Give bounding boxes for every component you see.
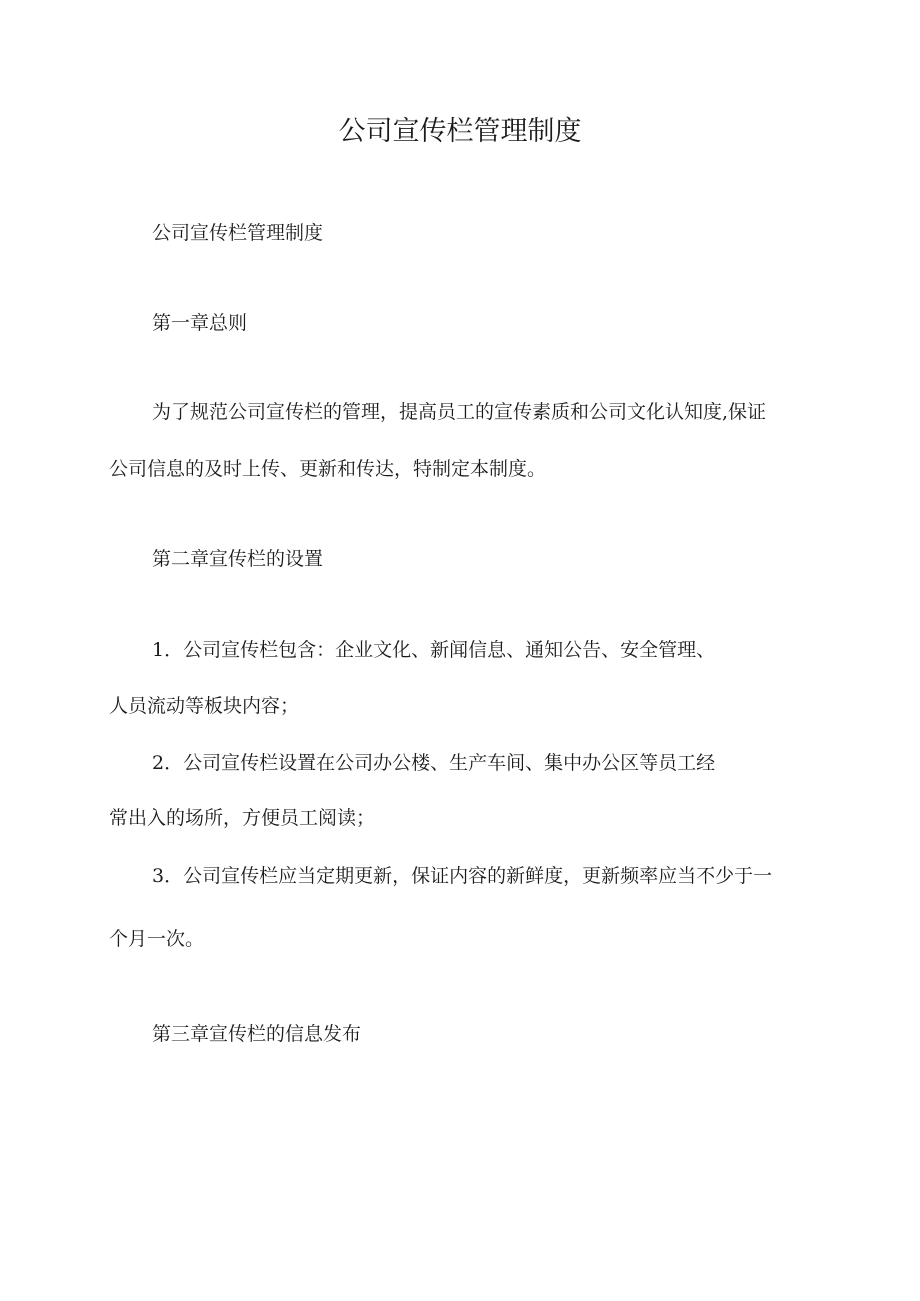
chapter-2-item-3-line-1: 3．公司宣传栏应当定期更新，保证内容的新鲜度，更新频率应当不少于一	[152, 865, 773, 887]
chapter-1-heading: 第一章总则	[152, 312, 248, 334]
page-title: 公司宣传栏管理制度	[338, 116, 582, 147]
chapter-1-paragraph-line-2: 公司信息的及时上传、更新和传达，特制定本制度。	[109, 458, 547, 480]
chapter-3-heading: 第三章宣传栏的信息发布	[152, 1023, 362, 1045]
chapter-2-item-2-line-2: 常出入的场所，方便员工阅读；	[109, 807, 376, 829]
chapter-2-heading: 第二章宣传栏的设置	[152, 548, 324, 570]
chapter-2-item-1-line-1: 1．公司宣传栏包含：企业文化、新闻信息、通知公告、安全管理、	[152, 639, 716, 661]
chapter-1-paragraph-line-1: 为了规范公司宣传栏的管理，提高员工的宣传素质和公司文化认知度,保证	[152, 401, 767, 423]
chapter-2-item-2-line-1: 2．公司宣传栏设置在公司办公楼、生产车间、集中办公区等员工经	[152, 752, 716, 774]
chapter-2-item-1-line-2: 人员流动等板块内容；	[109, 695, 300, 717]
document-subtitle: 公司宣传栏管理制度	[152, 222, 324, 244]
chapter-2-item-3-line-2: 个月一次。	[109, 928, 205, 950]
